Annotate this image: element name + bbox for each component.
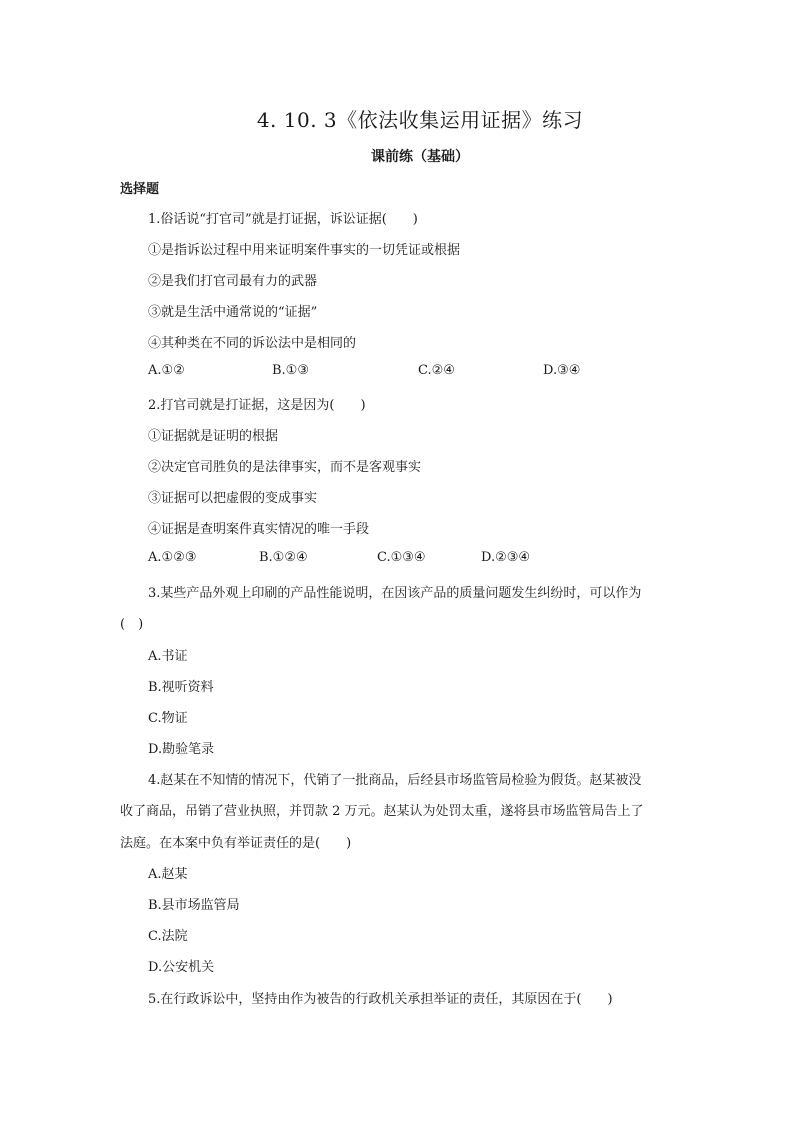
q1-stem: 1.俗话说“打官司”就是打证据，诉讼证据( ) <box>148 212 418 227</box>
q5-stem: 5.在行政诉讼中，坚持由作为被告的行政机关承担举证的责任，其原因在于( ) <box>148 992 613 1007</box>
q4-stem-line-2: 收了商品，吊销了营业执照，并罚款 2 万元。赵某认为处罚太重，遂将县市场监管局告上了 <box>120 804 644 819</box>
q4-option-c: C.法院 <box>148 929 188 944</box>
q2-statement-1: ①证据就是证明的根据 <box>148 429 279 444</box>
q4-option-a: A.赵某 <box>148 867 188 882</box>
q1-statement-3: ③就是生活中通常说的“证据” <box>148 305 318 320</box>
q4-stem-line-1: 4.赵某在不知情的情况下，代销了一批商品，后经县市场监管局检验为假货。赵某被没 <box>148 773 642 788</box>
q2-statement-4: ④证据是查明案件真实情况的唯一手段 <box>148 522 370 537</box>
q3-option-c: C.物证 <box>148 711 188 726</box>
q2-stem: 2.打官司就是打证据，这是因为( ) <box>148 398 366 413</box>
q2-statement-3: ③证据可以把虚假的变成事实 <box>148 491 318 506</box>
document-subtitle: 课前练（基础） <box>371 149 469 165</box>
q2-option-a: A.①②③ <box>148 550 197 565</box>
q2-option-b: B.①②④ <box>259 550 308 565</box>
q3-stem-line-2: ( ) <box>120 617 144 632</box>
q1-option-c: C.②④ <box>418 363 455 378</box>
q1-option-b: B.①③ <box>272 363 309 378</box>
q3-option-d: D.勘验笔录 <box>148 742 215 757</box>
q1-statement-4: ④其种类在不同的诉讼法中是相同的 <box>148 336 357 351</box>
section-heading: 选择题 <box>120 182 160 197</box>
q3-option-a: A.书证 <box>148 649 188 664</box>
q4-option-d: D.公安机关 <box>148 960 215 975</box>
q3-stem-line-1: 3.某些产品外观上印刷的产品性能说明，在因该产品的质量问题发生纠纷时，可以作为 <box>148 586 642 601</box>
document-title: 4. 10. 3《依法收集运用证据》练习 <box>256 108 584 132</box>
q4-stem-line-3: 法庭。在本案中负有举证责任的是( ) <box>120 836 352 851</box>
q2-statement-2: ②决定官司胜负的是法律事实，而不是客观事实 <box>148 460 422 475</box>
q1-option-a: A.①② <box>148 363 185 378</box>
q1-statement-2: ②是我们打官司最有力的武器 <box>148 274 318 289</box>
q2-option-c: C.①③④ <box>377 550 426 565</box>
q1-statement-1: ①是指诉讼过程中用来证明案件事实的一切凭证或根据 <box>148 243 461 258</box>
q4-option-b: B.县市场监管局 <box>148 898 240 913</box>
q1-option-d: D.③④ <box>543 363 581 378</box>
q2-option-d: D.②③④ <box>481 550 531 565</box>
q3-option-b: B.视听资料 <box>148 680 214 695</box>
